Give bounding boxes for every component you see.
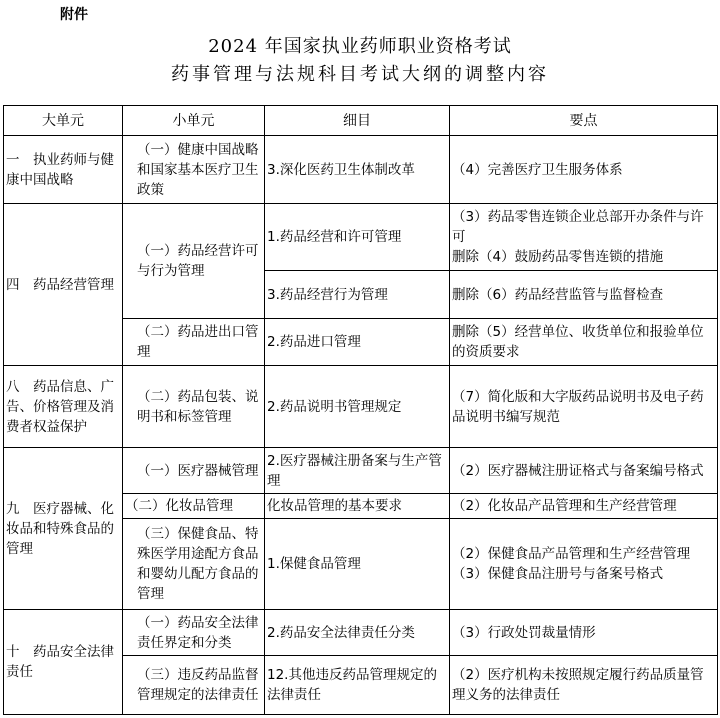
key-point: （2）医疗机构未按照规定履行药品质量管理义务的法律责任	[452, 667, 704, 703]
key-points-cell	[450, 136, 718, 204]
key-point: （4）完善医疗卫生服务体系	[452, 161, 623, 178]
major-unit-cell: 十 药品安全法律责任	[4, 610, 123, 715]
key-point: 删除（4）鼓励药品零售连锁的措施	[452, 249, 664, 265]
item-cell: 1.保健食品管理	[265, 519, 450, 610]
item-cell: 2.药品说明书管理规定	[265, 366, 450, 448]
column-header-key-points: 要点	[450, 106, 718, 136]
major-unit-cell: 九 医疗器械、化妆品和特殊食品的管理	[4, 448, 123, 610]
key-points-cell	[450, 610, 718, 656]
item-cell: 3.药品经营行为管理	[265, 271, 450, 319]
key-point: （3）行政处罚裁量情形	[452, 624, 596, 641]
key-point: （2）医疗器械注册证格式与备案编号格式	[452, 462, 704, 479]
key-point: （2）保健食品产品管理和生产经营管理	[452, 546, 691, 562]
key-point: （3）药品零售连锁企业总部开办条件与许可	[452, 209, 704, 245]
document-title-line-2: 药事管理与法规科目考试大纲的调整内容	[171, 64, 549, 85]
minor-unit-cell: （二）化妆品管理	[123, 494, 265, 519]
key-point: （3）保健食品注册号与备案号格式	[452, 566, 664, 582]
column-header-item: 细目	[265, 106, 450, 136]
key-point: 删除（6）药品经营监管与监督检查	[452, 286, 664, 303]
key-points-cell	[450, 656, 718, 715]
document-title-line-1: 2024 年国家执业药师职业资格考试	[208, 36, 512, 57]
table-row	[4, 366, 718, 448]
table-row	[4, 204, 718, 271]
attachment-label: 附件	[60, 7, 88, 23]
key-point: （2）化妆品产品管理和生产经营管理	[452, 498, 677, 514]
minor-unit-cell: （三）违反药品监督管理规定的法律责任	[123, 656, 265, 715]
key-points-cell	[450, 319, 718, 366]
major-unit-cell: 四 药品经营管理	[4, 204, 123, 366]
major-unit-cell: 一 执业药师与健康中国战略	[4, 136, 123, 204]
item-cell: 2.医疗器械注册备案与生产管理	[265, 448, 450, 494]
key-points-cell	[450, 519, 718, 610]
minor-unit-cell: （一）医疗器械管理	[123, 448, 265, 494]
minor-unit-cell: （二）药品进出口管理	[123, 319, 265, 366]
syllabus-adjustment-table	[3, 105, 718, 715]
item-cell: 1.药品经营和许可管理	[265, 204, 450, 271]
minor-unit-cell: （一）健康中国战略和国家基本医疗卫生政策	[123, 136, 265, 204]
column-header-major-unit: 大单元	[4, 106, 123, 136]
key-points-cell	[450, 366, 718, 448]
major-unit-cell: 八 药品信息、广告、价格管理及消费者权益保护	[4, 366, 123, 448]
minor-unit-cell: （二）药品包装、说明书和标签管理	[123, 366, 265, 448]
minor-unit-cell: （三）保健食品、特殊医学用途配方食品和婴幼儿配方食品的管理	[123, 519, 265, 610]
table-row	[4, 448, 718, 494]
key-points-cell	[450, 494, 718, 519]
item-cell: 12.其他违反药品管理规定的法律责任	[265, 656, 450, 715]
item-cell: 2.药品安全法律责任分类	[265, 610, 450, 656]
item-cell: 化妆品管理的基本要求	[265, 494, 450, 519]
key-points-cell	[450, 448, 718, 494]
column-header-minor-unit: 小单元	[123, 106, 265, 136]
item-cell: 3.深化医药卫生体制改革	[265, 136, 450, 204]
table-header-row	[4, 106, 718, 136]
key-point: 删除（5）经营单位、收货单位和报验单位的资质要求	[452, 324, 704, 360]
table-row	[4, 136, 718, 204]
key-point: （7）简化版和大字版药品说明书及电子药品说明书编写规范	[452, 388, 704, 425]
key-points-cell	[450, 271, 718, 319]
minor-unit-cell: （一）药品安全法律责任界定和分类	[123, 610, 265, 656]
minor-unit-cell: （一）药品经营许可与行为管理	[123, 204, 265, 319]
item-cell: 2.药品进口管理	[265, 319, 450, 366]
key-points-cell	[450, 204, 718, 271]
table-row	[4, 610, 718, 656]
